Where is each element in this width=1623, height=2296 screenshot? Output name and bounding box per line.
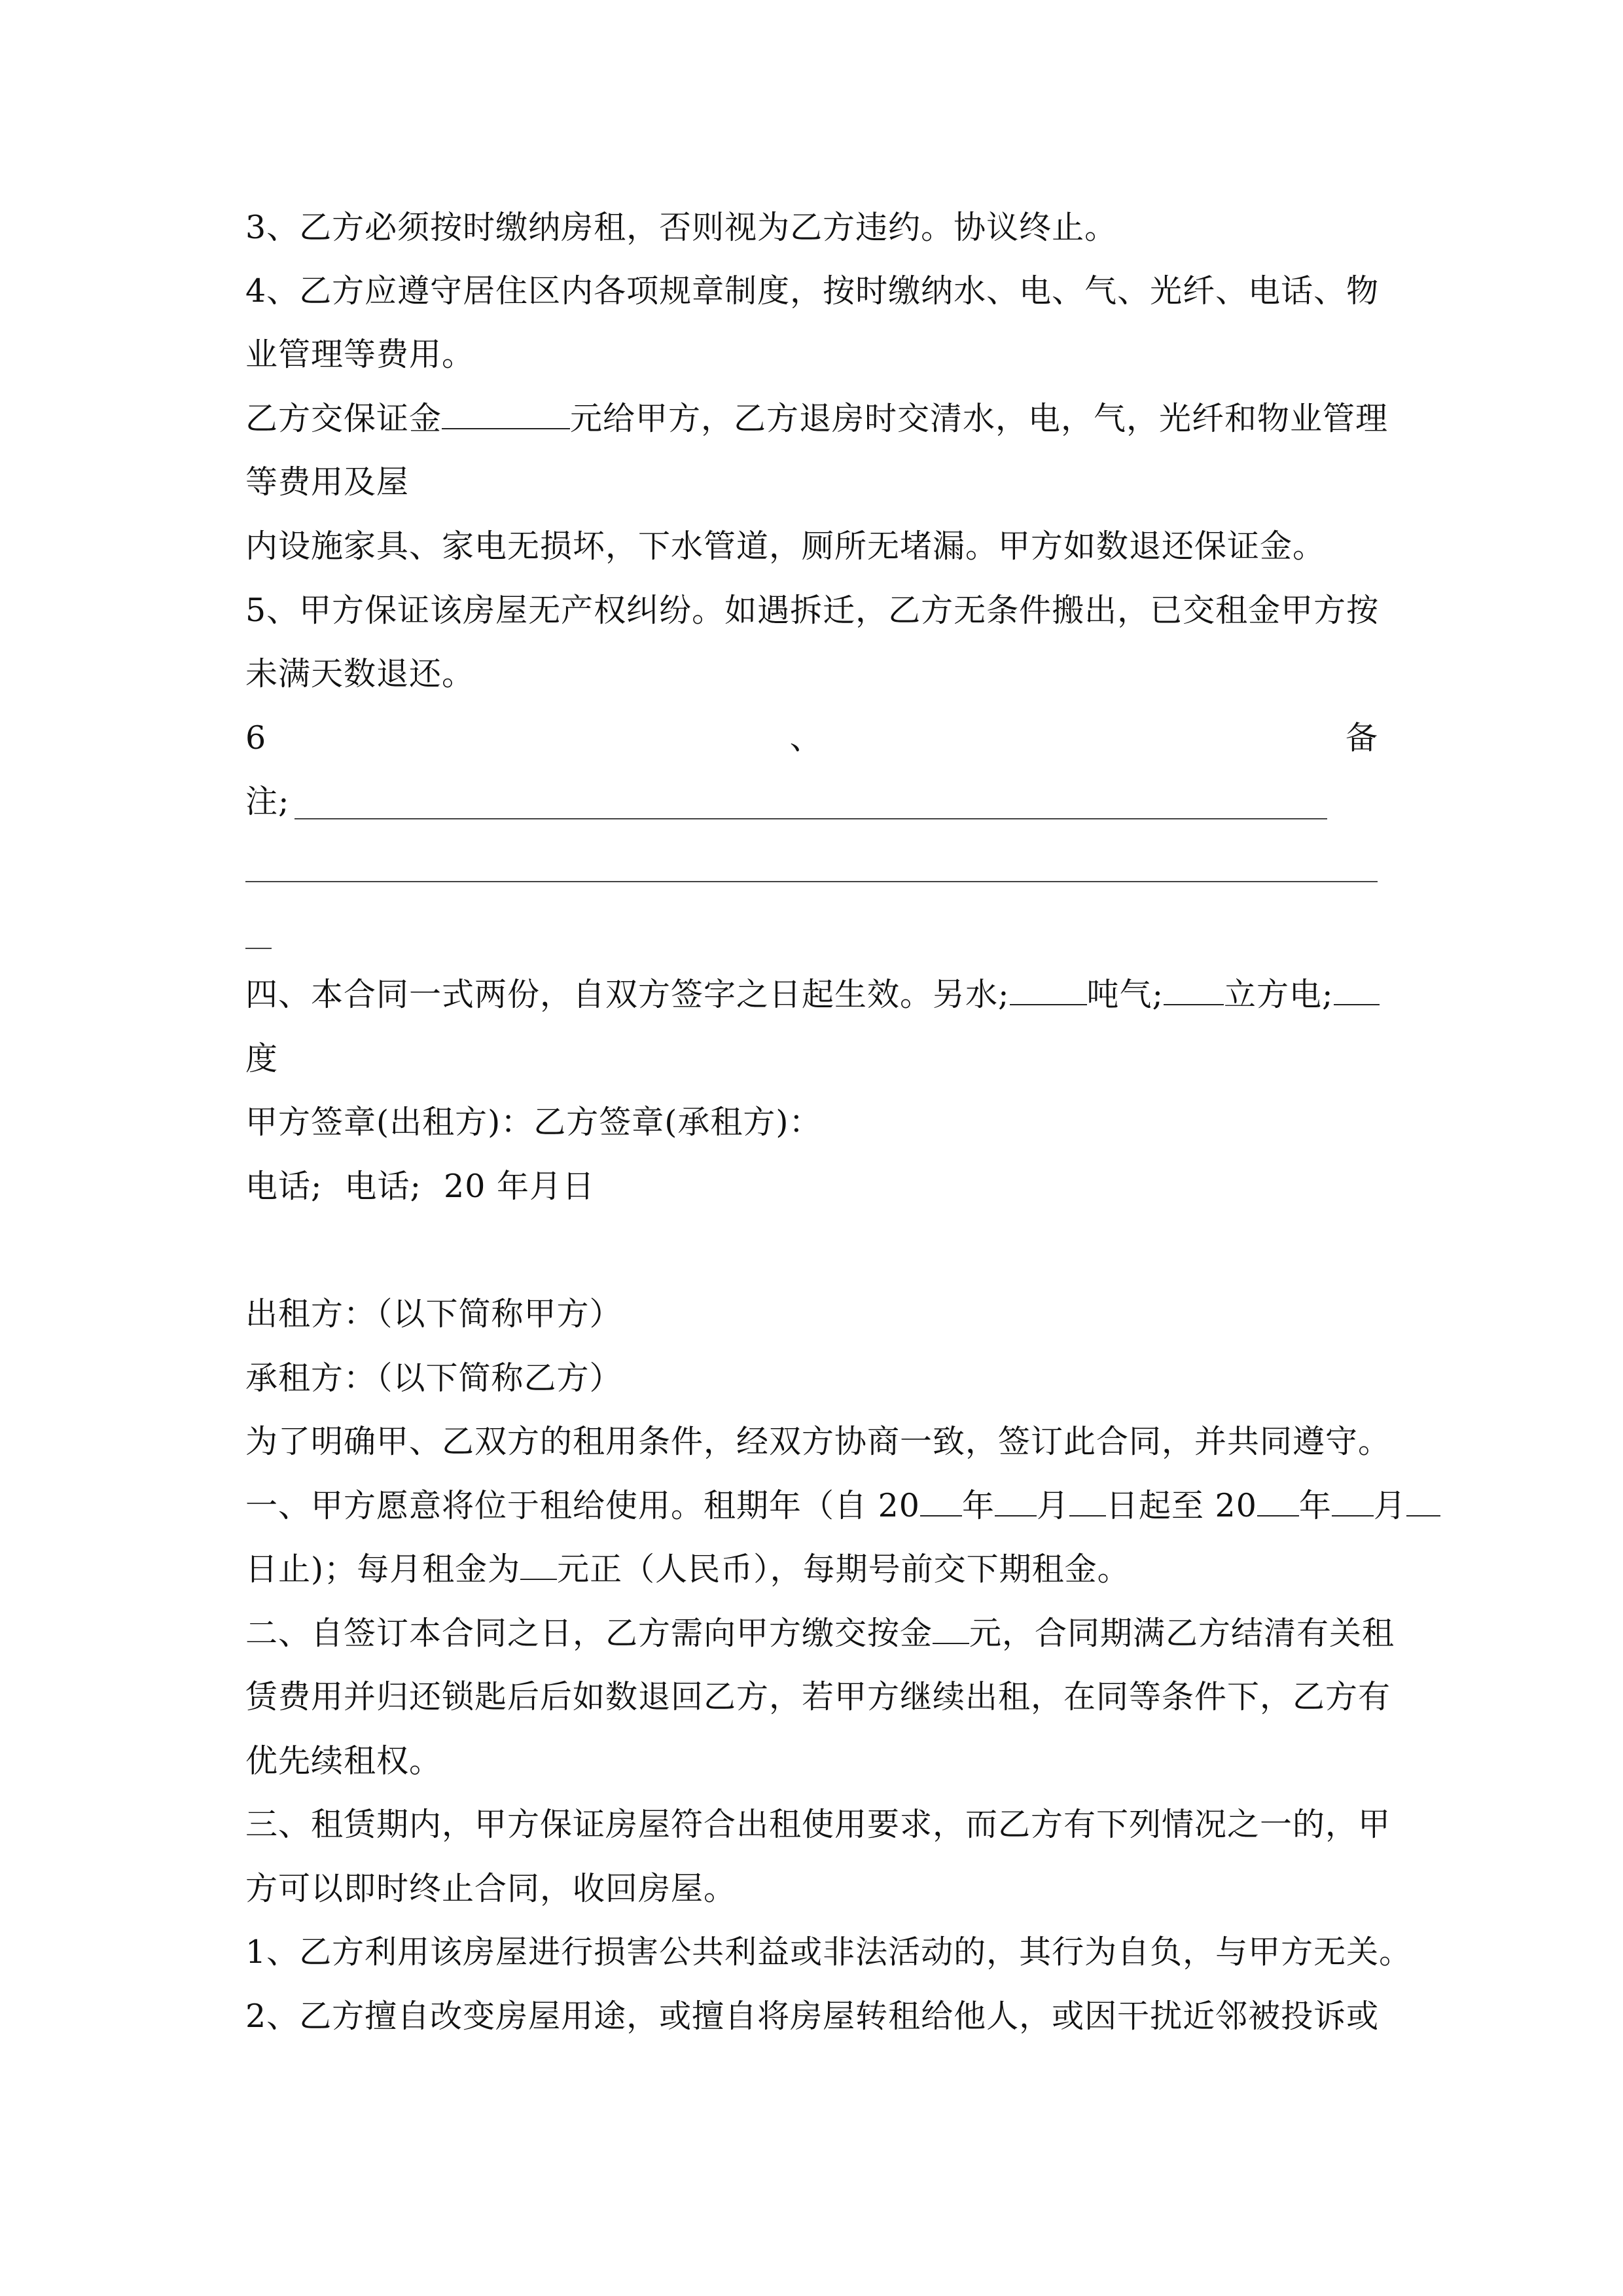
start-year-blank[interactable] — [920, 1486, 962, 1516]
electric-blank[interactable] — [1334, 975, 1380, 1005]
rent-text: 元正（人民币），每期号前交下期租金。 — [557, 1551, 1130, 1588]
rent-amount-blank[interactable] — [520, 1550, 557, 1580]
clause-two-end: 优先续租权。 — [245, 1742, 442, 1780]
remarks-blank-2[interactable] — [245, 881, 1378, 882]
end-day-blank[interactable] — [1406, 1486, 1440, 1516]
end-month-label: 月 — [1373, 1487, 1406, 1524]
electric-unit: 度 — [245, 1040, 279, 1077]
clause-5: 5、甲方保证该房屋无产权纠纷。如遇拆迁，乙方无条件搬出，已交租金甲方按 — [245, 592, 1380, 629]
clause-one-text: 一、甲方愿意将位于租给使用。租期年（自 20 — [245, 1487, 920, 1524]
clause-three-2: 2、乙方擅自改变房屋用途，或擅自将房屋转租给他人，或因干扰近邻被投诉或 — [245, 1998, 1380, 2035]
clause-two — [245, 1614, 1395, 1653]
deposit-amount-blank[interactable] — [442, 399, 570, 429]
deposit-conditions: 内设施家具、家电无损坏，下水管道，厕所无堵漏。甲方如数退还保证金。 — [245, 528, 1326, 565]
clause-5-cont: 未满天数退还。 — [245, 655, 475, 692]
clause-6-line — [245, 719, 1378, 758]
deposit-text: 元给甲方，乙方退房时交清水，电，气，光纤和物业管理 — [570, 400, 1389, 437]
clause-two-text: 二、自签订本合同之日，乙方需向甲方缴交按金 — [245, 1615, 933, 1652]
water-unit: 吨气; — [1086, 976, 1164, 1013]
clause-6-label: 备 — [1345, 719, 1378, 757]
clause-three-cont: 方可以即时终止合同，收回房屋。 — [245, 1870, 737, 1907]
remarks-blank-1[interactable] — [294, 818, 1327, 819]
clause-two-rest: 元，合同期满乙方结清有关租 — [969, 1615, 1395, 1652]
clause-4-cont: 业管理等费用。 — [245, 336, 475, 373]
clause-4: 4、乙方应遵守居住区内各项规章制度，按时缴纳水、电、气、光纤、电话、物 — [245, 272, 1380, 310]
phone-b: 电话; — [344, 1168, 422, 1205]
to-label: 日起至 20 — [1105, 1487, 1257, 1524]
clause-four-text: 四、本合同一式两份，自双方签字之日起生效。另水; — [245, 976, 1010, 1013]
remarks-blank-3[interactable] — [245, 948, 272, 949]
month-label: 月 — [1036, 1487, 1069, 1524]
lessee-line: 承租方：（以下简称乙方） — [245, 1359, 622, 1397]
deposit-line-cont: 等费用及屋 — [245, 463, 410, 501]
clause-four — [245, 975, 1380, 1014]
deposit-label: 乙方交保证金 — [245, 400, 442, 437]
rent-label: 日止)；每月租金为 — [245, 1551, 521, 1588]
sign-date: 20 年月日 — [444, 1168, 595, 1205]
clause-6-separator: 、 — [789, 719, 822, 757]
end-year-label: 年 — [1298, 1487, 1332, 1524]
guarantee-blank[interactable] — [933, 1614, 969, 1644]
rent-line — [245, 1550, 1130, 1589]
start-month-blank[interactable] — [995, 1486, 1037, 1516]
phone-a: 电话; — [245, 1168, 323, 1205]
signature-line: 甲方签章(出租方)：乙方签章(承租方)： — [245, 1103, 822, 1141]
clause-3: 3、乙方必须按时缴纳房租，否则视为乙方违约。协议终止。 — [245, 209, 1118, 246]
deposit-line — [245, 399, 1388, 439]
gas-blank[interactable] — [1164, 975, 1224, 1005]
clause-three: 三、租赁期内，甲方保证房屋符合出租使用要求，而乙方有下列情况之一的，甲 — [245, 1806, 1391, 1843]
clause-6-number: 6 — [245, 719, 266, 757]
start-day-blank[interactable] — [1069, 1486, 1106, 1516]
preamble: 为了明确甲、乙双方的租用条件，经双方协商一致，签订此合同，并共同遵守。 — [245, 1423, 1391, 1460]
clause-two-cont: 赁费用并归还锁匙后后如数退回乙方，若甲方继续出租，在同等条件下，乙方有 — [245, 1678, 1391, 1715]
end-month-blank[interactable] — [1332, 1486, 1374, 1516]
year-label: 年 — [961, 1487, 995, 1524]
clause-one — [245, 1486, 1440, 1526]
lessor-line: 出租方：（以下简称甲方） — [245, 1295, 622, 1333]
gas-unit: 立方电; — [1224, 976, 1334, 1013]
water-blank[interactable] — [1010, 975, 1087, 1005]
end-year-blank[interactable] — [1257, 1486, 1299, 1516]
remarks-label: 注; — [245, 783, 290, 820]
phone-date-line — [245, 1167, 595, 1206]
clause-three-1: 1、乙方利用该房屋进行损害公共利益或非法活动的，其行为自负，与甲方无关。 — [245, 1933, 1412, 1971]
